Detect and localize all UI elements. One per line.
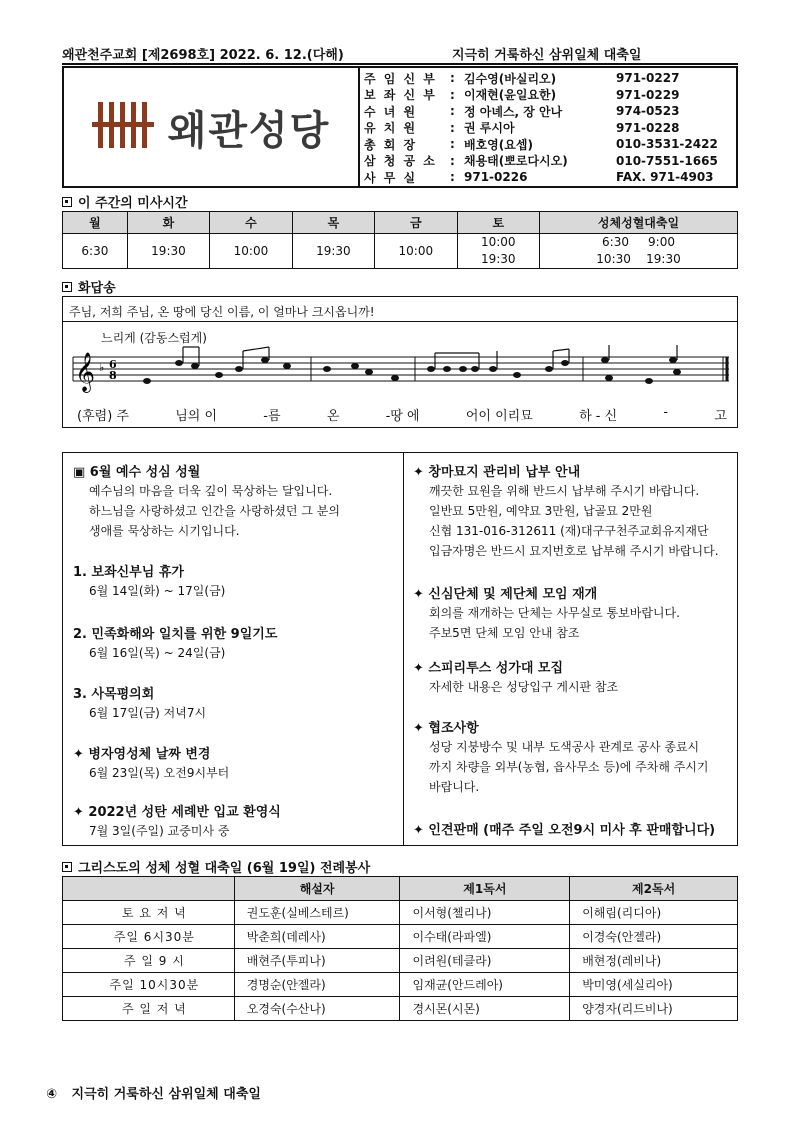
lyric-syllable: 님의 이 <box>175 409 218 424</box>
notice-body <box>429 677 618 697</box>
lyric-syllable: 어이 이리묘 <box>465 409 533 424</box>
service-time-cell: 주일 6시30분 <box>63 925 235 949</box>
page-footer <box>46 1083 261 1102</box>
service-table <box>62 876 738 1021</box>
staff-row <box>364 153 734 170</box>
svg-text:8: 8 <box>109 369 117 382</box>
mass-day-header: 화 <box>127 212 209 234</box>
staff-role: 수 녀 원 <box>364 104 418 119</box>
service-header: 제2독서 <box>570 877 738 901</box>
notice-line: 예수님의 마음을 더욱 깊이 묵상하는 달입니다. <box>89 484 333 498</box>
service-name-cell: 박춘희(데레사) <box>234 925 400 949</box>
notice-title: 1. 보좌신부님 휴가 <box>73 565 184 580</box>
service-time-cell: 토 요 저 녁 <box>63 901 235 925</box>
notice-line: 일반묘 5만원, 예약묘 3만원, 납골묘 2만원 <box>429 504 653 518</box>
mass-time-cell: 19:30 <box>292 234 374 269</box>
service-name-cell: 양경자(리드비나) <box>570 997 738 1021</box>
lyric-syllable: 온 <box>326 409 340 424</box>
staff-phone: 010-3531-2422 <box>616 137 718 152</box>
staff-role: 총 회 장 <box>364 137 418 152</box>
notice-title: ✦ 인견판매 (매주 주일 오전9시 미사 후 판매합니다) <box>413 823 716 838</box>
notice-line: 생애를 묵상하는 시기입니다. <box>89 524 240 538</box>
notice-line: 하느님을 사랑하셨고 인간을 사랑하셨던 그 분의 <box>89 504 340 518</box>
lyric-syllable: (후렴) 주 <box>77 409 129 424</box>
staff-colon: : <box>450 137 455 152</box>
service-name-cell: 이해림(리디아) <box>570 901 738 925</box>
mass-time-cell: 6:30 9:00 10:30 19:30 <box>540 234 738 269</box>
notice-body <box>89 581 225 601</box>
square-bullet-icon <box>62 862 72 872</box>
notice-title: ✦ 병자영성체 날짜 변경 <box>73 747 211 762</box>
lyric-syllable: -름 <box>263 409 281 424</box>
music-staff-icon <box>69 345 731 399</box>
staff-phone: FAX. 971-4903 <box>616 170 714 185</box>
staff-name: 권 루시아 <box>464 121 515 136</box>
notice-title: 3. 사목평의회 <box>73 687 155 702</box>
header-rule <box>62 63 738 65</box>
notice-line: 입금자명은 반드시 묘지번호로 납부해 주시기 바랍니다. <box>429 544 719 558</box>
staff-row <box>364 103 734 120</box>
mass-section-title: 이 주간의 미사시간 <box>62 192 188 211</box>
notice-line: 주보5면 단체 모임 안내 참조 <box>429 626 580 640</box>
notice-body <box>89 821 229 841</box>
staff-phone: 974-0523 <box>616 104 680 119</box>
lyric-syllable: -땅 에 <box>385 409 420 424</box>
staff-colon: : <box>450 153 455 168</box>
church-logo-icon <box>92 100 158 154</box>
mass-day-header: 월 <box>63 212 128 234</box>
svg-text:♭: ♭ <box>99 361 105 374</box>
mass-day-header: 수 <box>210 212 292 234</box>
service-name-cell: 경시몬(시몬) <box>400 997 570 1021</box>
bulletin-issue: 왜관천주교회 [제2698호] 2022. 6. 12.(다해) <box>62 48 344 63</box>
svg-text:𝄞: 𝄞 <box>75 352 96 392</box>
mass-day-header: 성체성혈대축일 <box>540 212 738 234</box>
service-name-cell: 권도훈(실베스테르) <box>234 901 400 925</box>
lyric-syllable: - <box>663 405 669 420</box>
service-row <box>63 973 738 997</box>
notice-line: 6월 23일(목) 오전9시부터 <box>89 766 230 780</box>
staff-role: 보 좌 신 부 <box>364 88 437 103</box>
staff-name: 김수영(바실리오) <box>464 71 557 86</box>
psalm-verse: 주님, 저희 주님, 온 땅에 당신 이름, 이 얼마나 크시옵니까! <box>69 305 375 319</box>
staff-colon: : <box>450 120 455 135</box>
staff-name: 채용태(뽀로다시오) <box>464 154 568 169</box>
staff-name: 이재현(윤일요한) <box>464 88 557 103</box>
staff-name: 배호영(요셉) <box>464 137 533 152</box>
notice-title: 2. 민족화해와 일치를 위한 9일기도 <box>73 627 278 642</box>
service-time-cell: 주 일 9 시 <box>63 949 235 973</box>
staff-row <box>364 120 734 137</box>
service-name-cell: 임재균(안드레아) <box>400 973 570 997</box>
service-name-cell: 경명순(안젤라) <box>234 973 400 997</box>
notice-line: 신협 131-016-312611 (재)대구구천주교회유지재단 <box>429 524 709 538</box>
service-section-title: 그리스도의 성체 성혈 대축일 (6월 19일) 전례봉사 <box>62 857 370 876</box>
mass-time-cell: 10:00 <box>375 234 457 269</box>
staff-role: 삼 청 공 소 <box>364 154 437 169</box>
service-row <box>63 949 738 973</box>
service-row <box>63 925 738 949</box>
staff-row <box>364 169 734 186</box>
notice-line: 회의를 재개하는 단체는 사무실로 통보바랍니다. <box>429 606 680 620</box>
mass-time-cell: 10:00 19:30 <box>457 234 539 269</box>
notice-line: 7월 3일(주일) 교중미사 중 <box>89 824 230 838</box>
notice-title: ✦ 창마묘지 관리비 납부 안내 <box>413 465 581 480</box>
service-row <box>63 997 738 1021</box>
service-header: 제1독서 <box>400 877 570 901</box>
service-name-cell: 배현주(투피나) <box>234 949 400 973</box>
staff-role: 유 치 원 <box>364 121 418 136</box>
service-header <box>63 877 235 901</box>
service-name-cell: 배현정(레비나) <box>570 949 738 973</box>
notices-box <box>62 452 738 846</box>
notice-line: 성당 지붕방수 및 내부 도색공사 관계로 공사 종료시 <box>429 740 700 754</box>
mass-day-header: 목 <box>292 212 374 234</box>
staff-name: 971-0226 <box>464 170 528 185</box>
staff-colon: : <box>450 71 455 86</box>
staff-role: 사 무 실 <box>364 170 418 185</box>
square-bullet-icon <box>62 282 72 292</box>
notice-line: 바랍니다. <box>429 780 480 794</box>
lyric-syllable: 고 <box>714 409 727 424</box>
mass-time-cell: 6:30 <box>63 234 128 269</box>
bulletin-header <box>62 44 738 63</box>
staff-colon: : <box>450 104 455 119</box>
notices-divider <box>403 453 404 845</box>
mass-time-cell: 10:00 <box>210 234 292 269</box>
svg-text:6: 6 <box>109 358 117 371</box>
notice-line: 6월 17일(금) 저녁7시 <box>89 706 207 720</box>
service-name-cell: 박미영(세실리아) <box>570 973 738 997</box>
staff-role: 주 임 신 부 <box>364 71 437 86</box>
tempo-mark: 느리게 (감동스럽게) <box>101 331 207 345</box>
notice-line: 6월 14일(화) ~ 17일(금) <box>89 584 226 598</box>
notice-line: 까지 차량을 외부(농협, 읍사무소 등)에 주차해 주시기 <box>429 760 709 774</box>
service-row <box>63 901 738 925</box>
parish-logo <box>64 68 360 186</box>
service-name-cell: 이서형(첼리나) <box>400 901 570 925</box>
psalm-lyrics <box>77 405 727 424</box>
notice-title: ✦ 협조사항 <box>413 721 479 736</box>
service-name-cell: 이려원(테클라) <box>400 949 570 973</box>
notice-body <box>429 481 719 561</box>
notice-body <box>89 763 229 783</box>
notice-body <box>89 643 225 663</box>
feast-title: 지극히 거룩하신 삼위일체 대축일 <box>452 48 642 63</box>
staff-phone: 971-0227 <box>616 71 680 86</box>
service-name-cell: 이경숙(안젤라) <box>570 925 738 949</box>
service-name-cell: 이수태(라파엘) <box>400 925 570 949</box>
staff-row <box>364 87 734 104</box>
notice-title: ✦ 신심단체 및 제단체 모임 재개 <box>413 587 598 602</box>
service-header: 해설자 <box>234 877 400 901</box>
notice-title: ✦ 2022년 성탄 세례반 입교 환영식 <box>73 805 281 820</box>
staff-row <box>364 70 734 87</box>
service-time-cell: 주일 10시30분 <box>63 973 235 997</box>
staff-list <box>364 70 734 186</box>
logo-text: 왜관성당 <box>167 106 331 154</box>
psalm-box <box>62 296 738 428</box>
notice-body <box>429 603 680 643</box>
staff-row <box>364 136 734 153</box>
service-name-cell: 오경숙(수산나) <box>234 997 400 1021</box>
song-section-title: 화답송 <box>62 277 116 296</box>
footer-text: 지극히 거룩하신 삼위일체 대축일 <box>71 1087 261 1102</box>
lyric-syllable: 하 - 신 <box>579 409 618 424</box>
parish-info-box <box>62 66 738 188</box>
staff-name: 정 아녜스, 장 안나 <box>464 104 563 119</box>
notice-title: ✦ 스피리투스 성가대 모집 <box>413 661 564 676</box>
notice-body <box>89 481 340 541</box>
notice-line: 6월 16일(목) ~ 24일(금) <box>89 646 226 660</box>
notice-line: 깨끗한 묘원을 위해 반드시 납부해 주시기 바랍니다. <box>429 484 700 498</box>
notice-title: ▣ 6월 예수 성심 성월 <box>73 465 201 480</box>
staff-phone: 971-0229 <box>616 87 680 102</box>
staff-colon: : <box>450 170 455 185</box>
mass-day-header: 토 <box>457 212 539 234</box>
page-number: ④ <box>46 1087 58 1102</box>
square-bullet-icon <box>62 197 72 207</box>
staff-phone: 971-0228 <box>616 120 680 135</box>
service-time-cell: 주 일 저 녁 <box>63 997 235 1021</box>
psalm-divider <box>63 321 737 322</box>
staff-phone: 010-7551-1665 <box>616 153 718 168</box>
mass-day-header: 금 <box>375 212 457 234</box>
notice-body <box>429 737 709 797</box>
notice-body <box>89 703 206 723</box>
staff-colon: : <box>450 87 455 102</box>
mass-times-table <box>62 211 738 269</box>
notice-line: 자세한 내용은 성당입구 게시판 참조 <box>429 680 619 694</box>
mass-time-cell: 19:30 <box>127 234 209 269</box>
